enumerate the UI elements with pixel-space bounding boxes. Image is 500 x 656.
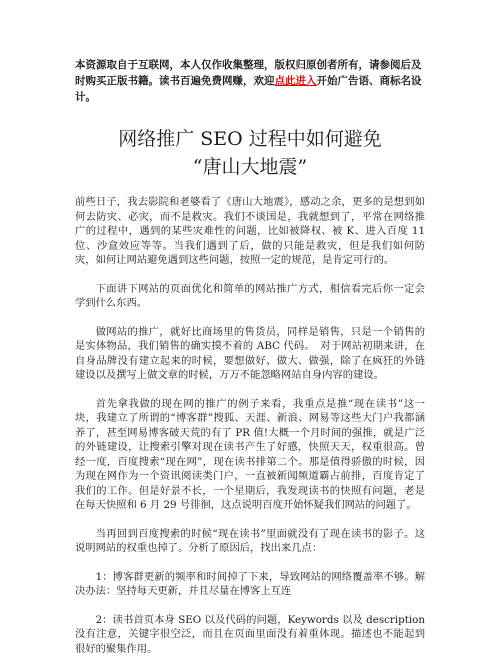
title-line-1: 网络推广 SEO 过程中如何避免 [75,125,425,153]
click-here-link[interactable]: 点此进入 [275,75,317,87]
paragraph-reason-2: 2：读书首页本身 SEO 以及代码的问题，Keywords 以及 description 没有注意，关键字很空泛，而且在页面里面没有着重体现。描述也不能起到很好的聚集作用。 [75,613,425,656]
notice-text-after-link: 开始广告语、商标名设计。 [75,75,422,103]
paragraph-ranking-drop: 当再回到百度搜索的时候“现在读书”里面就没有了现在读书的影子。这说明网站的权重也掉了。分析了原因后，找出来几点： [75,527,425,556]
notice-text-before-link: 本资源取自于互联网，本人仅作收集整理，版权归原创者所有，请参阅后及时购买正版书籍。读书百遍免费网赚，欢迎 [75,59,422,87]
paragraph-salesman-analogy: 做网站的推广，就好比商场里的售货员，同样是销售，只是一个销售的是实体物品，我们销售的确实摸不着的 ABC 代码。 对于网站初期来讲，在自身品牌没有建立起来的时候，要想做好、做大、做强，除了在疯狂的外链建设以及撰写上做文章的时候，万万不能忽略网站自身内容的建设。 [75,325,425,383]
paragraph-intro: 前些日子，我去影院和老婆看了《唐山大地震》，感动之余，更多的是想到如何去防灾、必灾，而不是救灾。我们不谈国是，我就想到了，平常在网络推广的过程中，遇到的某些灾难性的问题，比如被降权、被 K、进入百度 11 位、沙盒效应等等。当我们遇到了后，做的只能是救灾，但是我们如何防灾，如何让网站避免遇到这些问题，按照一定的规范，是肯定可行的。 [75,195,425,268]
copyright-notice [75,57,425,105]
paragraph-reason-1: 1：博客群更新的频率和时间掉了下来，导致网站的网络覆盖率不够。解决办法：坚持每天更新，并且尽量在博客上互连 [75,570,425,599]
paragraph-overview: 下面讲下网站的页面优化和简单的网站推广方式，相信看完后你一定会学到什么东西。 [75,282,425,311]
paragraph-blog-group-example: 首先拿我做的现在网的推广的例子来看，我重点是推“现在读书”这一块，我建立了所谓的“博客群”搜狐、天涯、新浪、网易等这些大门户我都涵养了，甚至网易博客破天荒的有了 PR 值!大概一个月时间的强推，就是广泛的外链建设，让搜索引擎对现在读书产生了好感，快照天天，权重很高。曾经一度，百度搜索“现在网”，现在读书排第二个。那是值得骄傲的时候，因为现在网作为一个资讯阅读类门户，一直被新闻频道霸占前排，百度肯定了我们的工作。但是好景不长，一个星期后，我发现读书的快照有问题，老是在每天快照和 6 月 29 号徘徊，这点说明百度开始怀疑我们网站的问题了。 [75,397,425,513]
title-line-2: “唐山大地震” [75,153,425,181]
article-title [75,125,425,181]
